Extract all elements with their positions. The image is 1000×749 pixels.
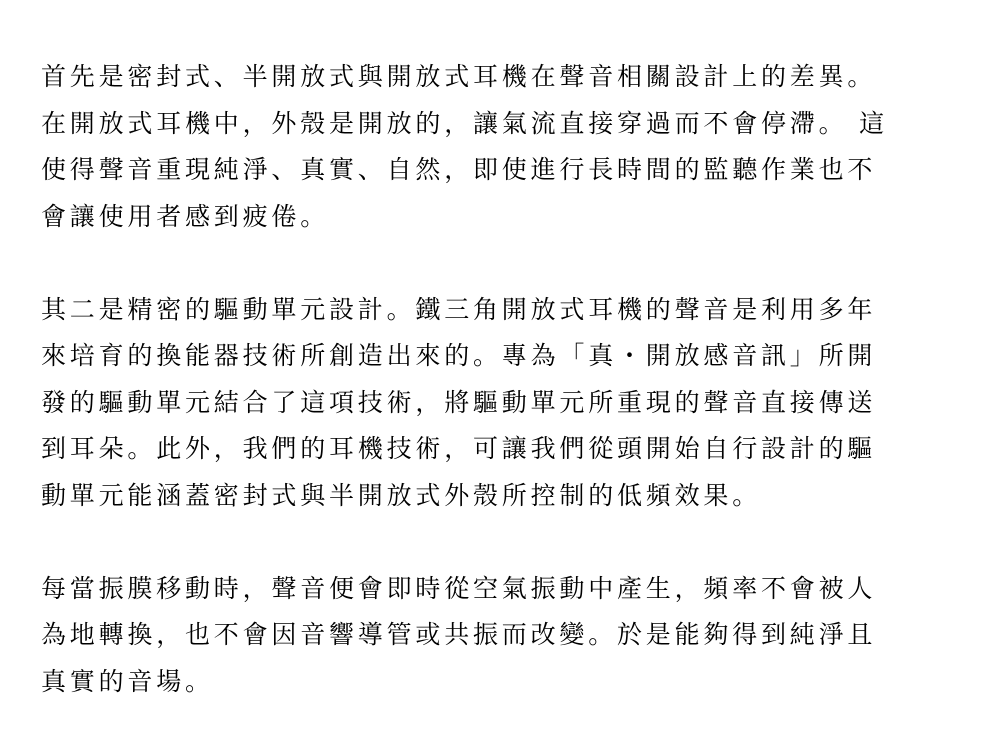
text-line: 來培育的換能器技術所創造出來的。專為「真・開放感音訊」所開 [41,341,877,370]
paragraph-2 [41,287,960,520]
text-line: 動單元能涵蓋密封式與半開放式外殼所控制的低頻效果。 [41,480,762,510]
text-line: 首先是密封式、半開放式與開放式耳機在聲音相關設計上的差異。 [41,62,877,91]
text-line: 真實的音場。 [41,666,214,696]
paragraph-3 [41,566,960,706]
text-line: 到耳朵。此外，我們的耳機技術，可讓我們從頭開始自行設計的驅 [41,434,877,463]
text-line: 為地轉換，也不會因音響導管或共振而改變。於是能夠得到純淨且 [41,620,877,649]
text-line: 會讓使用者感到疲倦。 [41,201,330,231]
text-line: 每當振膜移動時，聲音便會即時從空氣振動中產生，頻率不會被人 [41,573,877,603]
text-line: 其二是精密的驅動單元設計。鐵三角開放式耳機的聲音是利用多年 [41,294,877,324]
text-line: 發的驅動單元結合了這項技術，將驅動單元所重現的聲音直接傳送 [41,387,877,417]
paragraph-1 [41,54,960,240]
text-line: 使得聲音重現純淨、真實、自然，即使進行長時間的監聽作業也不 [41,155,877,184]
text-line: 在開放式耳機中，外殼是開放的，讓氣流直接穿過而不會停滯。 這 [41,108,888,138]
